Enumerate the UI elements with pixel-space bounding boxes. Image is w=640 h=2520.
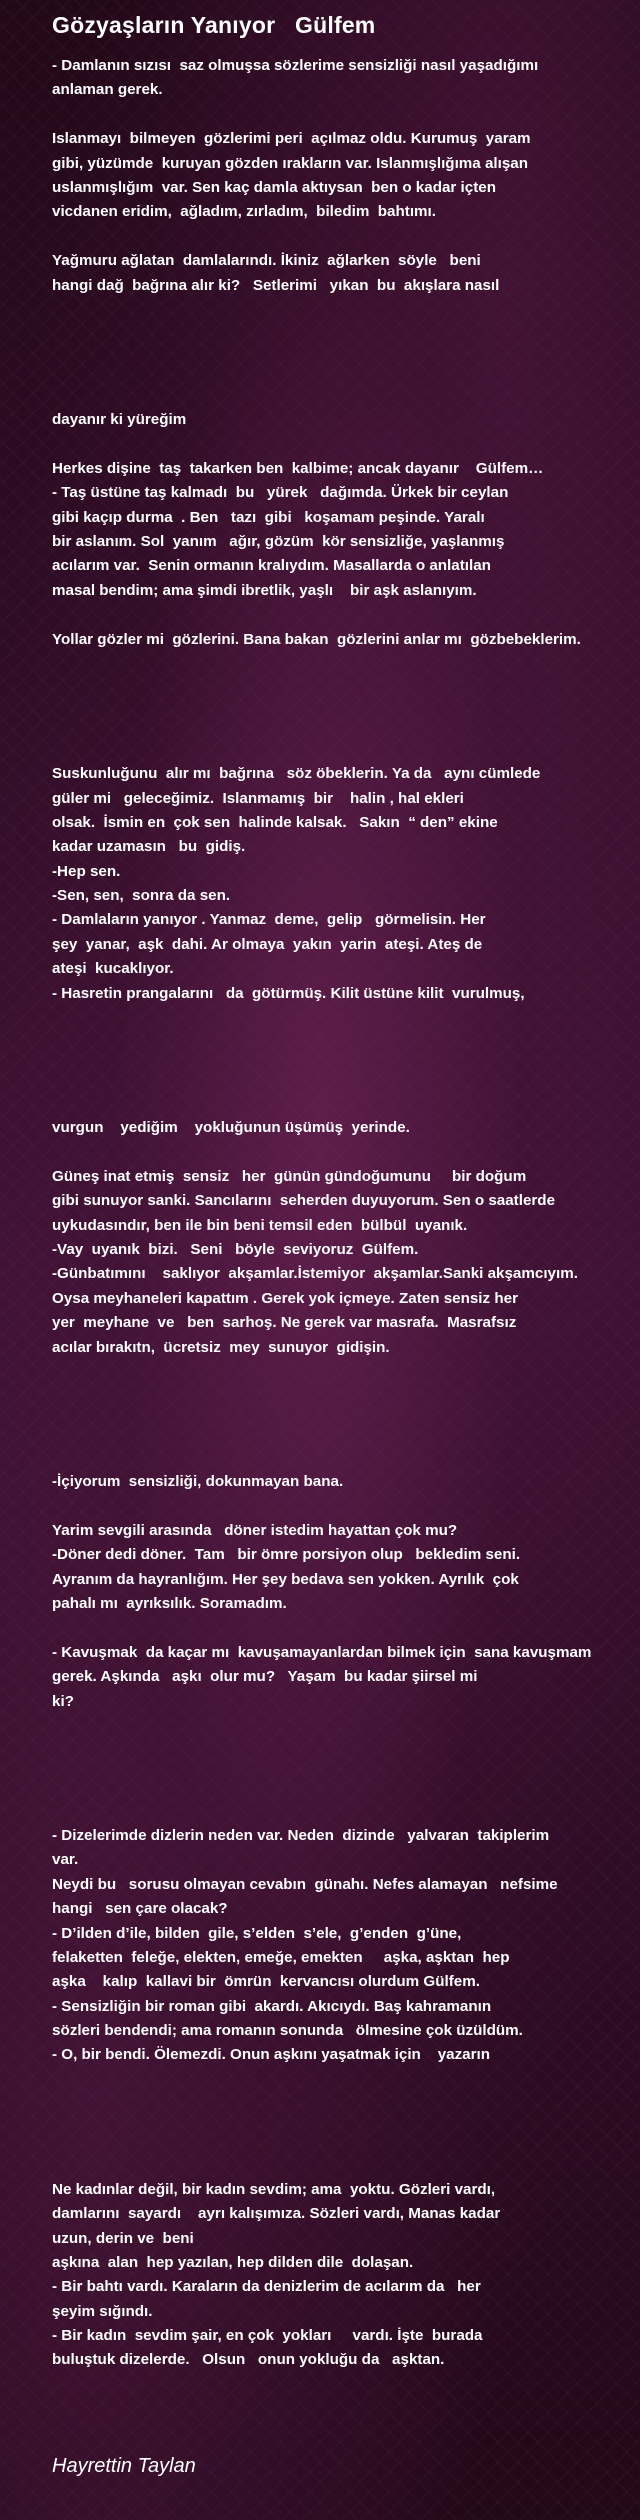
poem-line: buluştuk dizelerde. Olsun onun yokluğu da aşktan. bbox=[52, 2351, 445, 2368]
poem-line: - O, bir bendi. Ölemezdi. Onun aşkını yaşatmak için yazarın bbox=[52, 2046, 491, 2063]
poem-line: gerek. Aşkında aşkı olur mu? Yaşam bu kadar şiirsel mi bbox=[52, 1668, 478, 1685]
poem-line: -Döner dedi döner. Tam bir ömre porsiyon olup bekledim seni. bbox=[52, 1546, 521, 1563]
poem-line: hangi dağ bağrına alır ki? Setlerimi yıkan bu akışlara nasıl bbox=[52, 277, 500, 294]
poem-line: - Dizelerimde dizlerin neden var. Neden dizinde yalvaran takiplerim bbox=[52, 1827, 550, 1844]
poem-line: Ne kadınlar değil, bir kadın sevdim; ama yoktu. Gözleri vardı, bbox=[52, 2181, 496, 2198]
poem-line: gibi kaçıp durma . Ben tazı gibi koşamam peşinde. Yaralı bbox=[52, 509, 485, 526]
poem-line: Güneş inat etmiş sensiz her günün gündoğumunu bir doğum bbox=[52, 1168, 527, 1185]
poem-line: ki? bbox=[52, 1693, 74, 1710]
poem-line: gibi sunuyor sanki. Sancılarını seherden duyuyorum. Sen o saatlerde bbox=[52, 1192, 556, 1209]
poem-line: dayanır ki yüreğim bbox=[52, 411, 187, 428]
poem-line: -Vay uyanık bizi. Seni böyle seviyoruz Gülfem. bbox=[52, 1241, 419, 1258]
poem-line: şeyim sığındı. bbox=[52, 2303, 153, 2320]
poem-line: Herkes dişine taş takarken ben kalbime; ancak dayanır Gülfem… bbox=[52, 460, 544, 477]
poem-line: Yağmuru ağlatan damlalarındı. İkiniz ağlarken söyle beni bbox=[52, 252, 481, 269]
poem-line: ateşi kucaklıyor. bbox=[52, 960, 174, 977]
poem-line: Ayranım da hayranlığım. Her şey bedava sen yokken. Ayrılık çok bbox=[52, 1571, 519, 1588]
poem-line: pahalı mı ayrıksılık. Soramadım. bbox=[52, 1595, 287, 1612]
poem-line: uslanmışlığım var. Sen kaç damla aktıysan ben o kadar içten bbox=[52, 179, 497, 196]
poem-line: felaketten feleğe, elekten, emeğe, emekten aşka, aşktan hep bbox=[52, 1949, 510, 1966]
poem-author[interactable]: Hayrettin Taylan bbox=[52, 2455, 196, 2477]
poem-line: masal bendim; ama şimdi ibretlik, yaşlı bir aşk aslanıyım. bbox=[52, 582, 477, 599]
poem-line: Yarim sevgili arasında döner istedim hayattan çok mu? bbox=[52, 1522, 458, 1539]
poem-line: aşka kalıp kallavi bir ömrün kervancısı olurdum Gülfem. bbox=[52, 1973, 480, 1990]
poem-line: sözleri bendendi; ama romanın sonunda ölmesine çok üzüldüm. bbox=[52, 2022, 523, 2039]
poem-line: Oysa meyhaneleri kapattım . Gerek yok içmeye. Zaten sensiz her bbox=[52, 1290, 518, 1307]
poem-line: Neydi bu sorusu olmayan cevabın günahı. Nefes alamayan nefsime bbox=[52, 1876, 558, 1893]
poem-line: Suskunluğunu alır mı bağrına söz öbeklerin. Ya da aynı cümlede bbox=[52, 765, 541, 782]
poem-line: -Günbatımını saklıyor akşamlar.İstemiyor akşamlar.Sanki akşamcıyım. bbox=[52, 1265, 578, 1282]
poem-line: -Hep sen. bbox=[52, 863, 121, 880]
poem-line: hangi sen çare olacak? bbox=[52, 1900, 228, 1917]
poem-line: uykudasındır, ben ile bin beni temsil eden bülbül uyanık. bbox=[52, 1217, 468, 1234]
poem-line: vicdanen eridim, ağladım, zırladım, biledim bahtımı. bbox=[52, 203, 436, 220]
poem-line: - D’ilden d’ile, bilden gile, s’elden s’ele, g’enden g’üne, bbox=[52, 1925, 462, 1942]
poem-line: damlarını sayardı ayrı kalışımıza. Sözleri vardı, Manas kadar bbox=[52, 2205, 501, 2222]
poem-line: - Bir bahtı vardı. Karaların da denizlerim de acılarım da her bbox=[52, 2278, 481, 2295]
poem-line: gibi, yüzümde kuruyan gözden ırakların var. Islanmışlığıma alışan bbox=[52, 155, 529, 172]
poem-line: - Damlaların yanıyor . Yanmaz deme, gelip görmelisin. Her bbox=[52, 911, 486, 928]
poem-line: Yollar gözler mi gözlerini. Bana bakan gözlerini anlar mı gözbebeklerim. bbox=[52, 631, 581, 648]
poem-line: -Sen, sen, sonra da sen. bbox=[52, 887, 231, 904]
poem-line: - Hasretin prangalarını da götürmüş. Kilit üstüne kilit vurulmuş, bbox=[52, 985, 525, 1002]
poem-line: -İçiyorum sensizliği, dokunmayan bana. bbox=[52, 1473, 344, 1490]
poem-line: yer meyhane ve ben sarhoş. Ne gerek var masrafa. Masrafsız bbox=[52, 1314, 517, 1331]
poem-line: acılar bırakıtn, ücretsiz mey sunuyor gidişin. bbox=[52, 1339, 390, 1356]
poem-line: Islanmayı bilmeyen gözlerimi peri açılmaz oldu. Kurumuş yaram bbox=[52, 130, 531, 147]
poem-line: olsak. İsmin en çok sen halinde kalsak. Sakın “ den” ekine bbox=[52, 814, 498, 831]
poem-line: vurgun yediğim yokluğunun üşümüş yerinde. bbox=[52, 1119, 410, 1136]
poem-line: güler mi geleceğimiz. Islanmamış bir halin , hal ekleri bbox=[52, 790, 464, 807]
poem-line: var. bbox=[52, 1851, 79, 1868]
poem-line: - Kavuşmak da kaçar mı kavuşamayanlardan bilmek için sana kavuşmam bbox=[52, 1644, 592, 1661]
poem-line: aşkına alan hep yazılan, hep dilden dile dolaşan. bbox=[52, 2254, 414, 2271]
poem-line: anlaman gerek. bbox=[52, 81, 163, 98]
poem-line: bir aslanım. Sol yanım ağır, gözüm kör sensizliğe, yaşlanmış bbox=[52, 533, 505, 550]
poem-line: - Bir kadın sevdim şair, en çok yokları vardı. İşte burada bbox=[52, 2327, 483, 2344]
poem-line: uzun, derin ve beni bbox=[52, 2230, 194, 2247]
poem-line: - Taş üstüne taş kalmadı bu yürek dağımda. Ürkek bir ceylan bbox=[52, 484, 509, 501]
poem-line: kadar uzamasın bu gidiş. bbox=[52, 838, 246, 855]
poem-line: - Damlanın sızısı saz olmuşsa sözlerime sensizliği nasıl yaşadığımı bbox=[52, 57, 539, 74]
poem-line: acılarım var. Senin ormanın kralıydım. Masallarda o anlatılan bbox=[52, 557, 491, 574]
poem-line: - Sensizliğin bir roman gibi akardı. Akıcıydı. Baş kahramanın bbox=[52, 1998, 492, 2015]
poem-line: şey yanar, aşk dahi. Ar olmaya yakın yarin ateşi. Ateş de bbox=[52, 936, 483, 953]
poem-title: Gözyaşların Yanıyor Gülfem bbox=[52, 12, 376, 38]
